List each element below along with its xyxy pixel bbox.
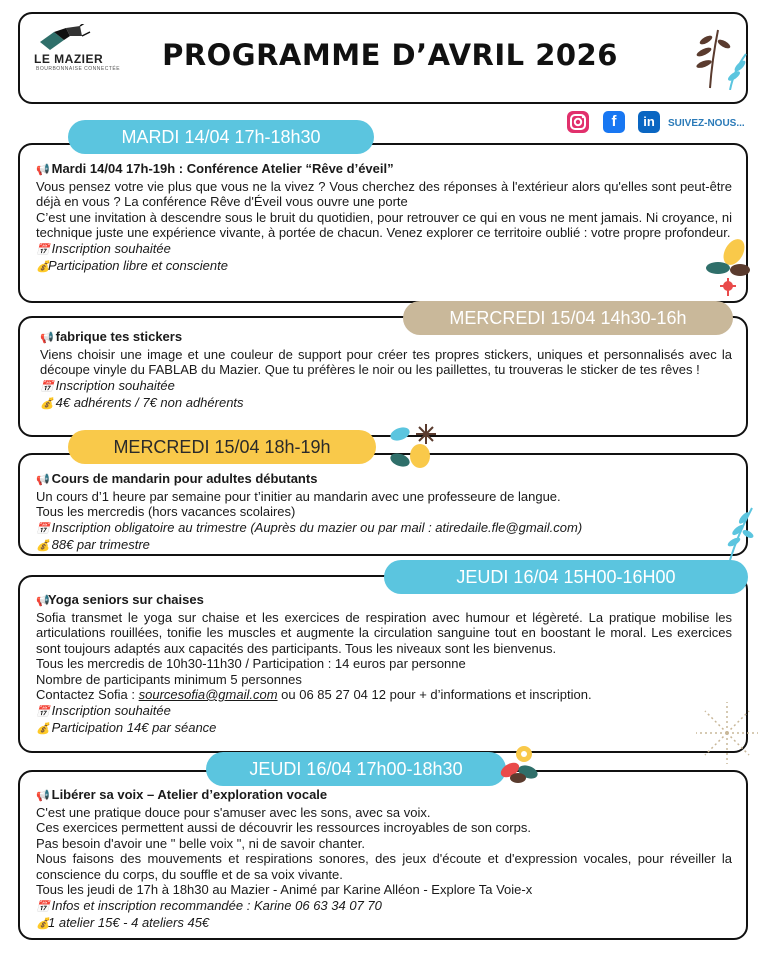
facebook-button[interactable] [603, 111, 625, 133]
event-3-date-pill: MERCREDI 15/04 18h-19h [68, 430, 376, 464]
event-2-date-pill: MERCREDI 15/04 14h30-16h [403, 301, 733, 335]
money-bag-icon: 💰 [36, 540, 50, 552]
event-1-price: Participation libre et consciente [48, 258, 228, 273]
money-bag-icon: 💰 [40, 398, 54, 410]
event-2-title: fabrique tes stickers [55, 329, 183, 344]
flower-cluster-decoration-icon [498, 744, 544, 784]
megaphone-icon: 📢 [36, 164, 50, 176]
event-3-title: Cours de mandarin pour adultes débutants [51, 471, 318, 486]
event-1-title: Mardi 14/04 17h-19h : Conférence Atelier “Rêve d’éveil” [51, 161, 394, 176]
page-title: PROGRAMME D’AVRIL 2026 [162, 38, 618, 72]
event-2-price: 4€ adhérents / 7€ non adhérents [55, 395, 244, 410]
money-bag-icon: 💰 [36, 918, 50, 930]
megaphone-icon: 📢 [36, 595, 50, 607]
fern-decoration-icon [722, 504, 756, 560]
leaf-decoration-icon [690, 20, 750, 90]
calendar-icon: 📅 [36, 243, 50, 256]
event-4-content [36, 592, 732, 738]
event-5-line-2: Ces exercices permettent aussi de découvrir les ressources incroyables de son corps. [36, 820, 531, 835]
event-5-content [36, 787, 732, 933]
linkedin-button[interactable] [638, 111, 660, 133]
event-1-line-2: C’est une invitation à descendre sous le bruit du quotidien, pour retrouver ce qui en vous ne ment jamais. Ni croyance, ni technique juste une expérience vivante, à portée de chacun. Venez explorer ce territoire oublié : votre propre profondeur. [36, 209, 732, 240]
event-5-inscription: Infos et inscription recommandée : Karine 06 63 34 07 70 [51, 897, 382, 913]
event-5-line-3: Pas besoin d'avoir une " belle voix ", ni de savoir chanter. [36, 835, 365, 851]
logo-name: LE MAZIER [34, 52, 104, 66]
event-2-content [40, 329, 732, 413]
facebook-icon: f [611, 113, 617, 130]
event-5-price: 1 atelier 15€ - 4 ateliers 45€ [48, 915, 210, 930]
event-5-line-1: C'est une pratique douce pour s'amuser avec les sons, avec sa voix. [36, 804, 431, 820]
event-2-inscription: Inscription souhaitée [55, 377, 175, 393]
event-5-date-pill: JEUDI 16/04 17h00-18h30 [206, 752, 506, 786]
event-4-line-2: Tous les mercredis de 10h30-11h30 / Participation : 14 euros par personne [36, 656, 466, 671]
event-1-inscription: Inscription souhaitée [51, 240, 171, 256]
event-3-line-2: Tous les mercredis (hors vacances scolaires) [36, 504, 296, 519]
linkedin-icon: in [643, 114, 655, 129]
event-1-line-1: Vous pensez votre vie plus que vous ne la vivez ? Vous cherchez des réponses à l'extérieur alors qu'elles sont peut-être déjà en vous ? La conférence Rêve d'Éveil vous ouvre une porte [36, 178, 732, 209]
flower-decoration-icon [704, 238, 750, 300]
instagram-icon [566, 110, 590, 134]
follow-us-label: SUIVEZ-NOUS... [668, 118, 745, 129]
event-4-inscription: Inscription souhaitée [51, 702, 171, 718]
event-3-inscription: Inscription obligatoire au trimestre (Auprès du mazier ou par mail : atiredaile.fle@gmail.com) [51, 519, 583, 535]
event-3-content [36, 471, 732, 555]
calendar-icon: 📅 [36, 522, 50, 535]
le-mazier-logo-icon [36, 24, 96, 52]
event-5-line-4: Nous faisons des mouvements et respirations sonores, des jeux d'écoute et d'expression vocales, pour réveiller la conscience du corps, du souffle et de sa voix vivante. [36, 851, 732, 882]
money-bag-icon: 💰 [36, 723, 50, 735]
instagram-button[interactable] [566, 110, 590, 134]
event-4-line-3: Nombre de participants minimum 5 personnes [36, 671, 302, 687]
event-3-line-1: Un cours d’1 heure par semaine pour t’initier au mandarin avec une professeure de langue. [36, 488, 561, 504]
leaf-cluster-decoration-icon [386, 422, 440, 474]
event-4-contact-prefix: Contactez Sofia : [36, 687, 139, 702]
event-1-content [36, 161, 732, 276]
event-4-price: Participation 14€ par séance [51, 720, 217, 735]
sunburst-decoration-icon [694, 700, 760, 766]
event-2-line-1: Viens choisir une image et une couleur de support pour créer tes propres stickers, uniques et personnalisés avec la découpe vinyle du FABLAB du Mazier. Que tu préfères le noir ou les paillettes, tu trouveras le sticker de tes rêves ! [40, 346, 732, 377]
calendar-icon: 📅 [36, 705, 50, 718]
event-5-line-5: Tous les jeudi de 17h à 18h30 au Mazier - Animé par Karine Alléon - Explore Ta Voie-x [36, 882, 533, 897]
event-4-date-pill: JEUDI 16/04 15H00-16H00 [384, 560, 748, 594]
event-1-date-pill: MARDI 14/04 17h-18h30 [68, 120, 374, 154]
calendar-icon: 📅 [40, 380, 54, 393]
megaphone-icon: 📢 [36, 474, 50, 486]
contact-email-link[interactable]: sourcesofia@gmail.com [138, 687, 278, 702]
logo-tagline: BOURBONNAISE CONNECTÉE [36, 66, 121, 72]
event-5-title: Libérer sa voix – Atelier d’exploration vocale [51, 787, 328, 802]
calendar-icon: 📅 [36, 900, 50, 913]
event-4-contact-suffix: ou 06 85 27 04 12 pour + d’informations et inscription. [277, 687, 592, 702]
event-4-title: Yoga seniors sur chaises [48, 592, 204, 607]
megaphone-icon: 📢 [40, 332, 54, 344]
event-4-line-1: Sofia transmet le yoga sur chaise et les exercices de respiration avec humour et légèreté. La pratique mobilise les articulations rouillées, tonifie les muscles et augmente la circulation sanguine tout en boostant le moral. Les exercices sont toujours adaptés aux capacités des participants. Tous les niveaux sont les bienvenus. [36, 609, 732, 656]
megaphone-icon: 📢 [36, 790, 50, 802]
event-3-price: 88€ par trimestre [51, 537, 150, 552]
money-bag-icon: 💰 [36, 261, 50, 273]
